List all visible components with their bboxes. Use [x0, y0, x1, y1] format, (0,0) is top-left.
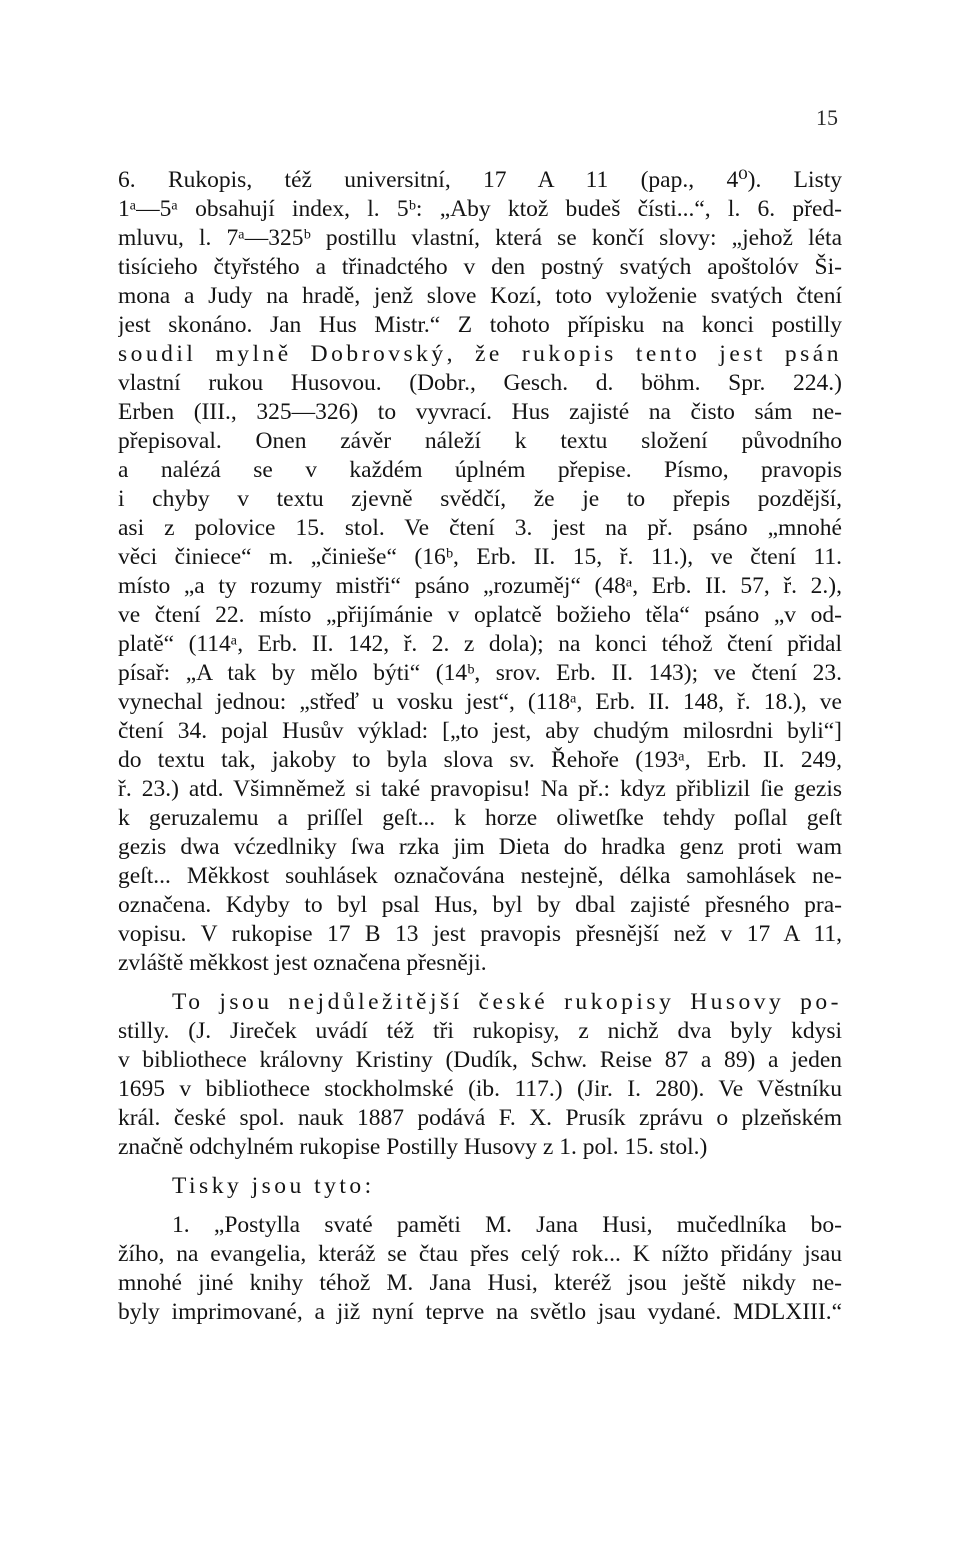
text-line: asi z polovice 15. stol. Ve čtení 3. jest na př. psáno „mnohé	[118, 515, 842, 541]
text-line: i chyby v textu zjevně svědčí, že je to přepis pozdější,	[118, 486, 842, 512]
text-line: ve čtení 22. místo „přijímánie v oplatcě božieho těla“ psáno „v od-	[118, 602, 842, 628]
section-heading: Tisky jsou tyto:	[172, 1173, 375, 1199]
text-line: platě“ (114ᵃ, Erb. II. 142, ř. 2. z dola); na konci téhož čtení přidal	[118, 631, 842, 657]
text-line: čtení 34. pojal Husův výklad: [„to jest, aby chudým milosrdni byli“]	[118, 718, 842, 744]
text-line: mluvu, l. 7ᵃ—325ᵇ postillu vlastní, která se končí slovy: „jehož léta	[118, 225, 842, 251]
text-line: gezis dwa vćzedlniky ſwa rzka jim Dieta do hradka genz proti wam	[118, 834, 842, 860]
text-line: značně odchylném rukopise Postilly Husovy z 1. pol. 15. stol.)	[118, 1134, 708, 1160]
page-number: 15	[816, 105, 838, 130]
text-line: věci činiece“ m. „činieše“ (16ᵇ, Erb. II. 15, ř. 11.), ve čtení 11.	[118, 544, 842, 570]
text-line: přepisoval. Onen závěr náleží k textu složení původního	[118, 428, 842, 454]
text-line: do textu tak, jakoby to byla slova sv. Řehoře (193ᵃ, Erb. II. 249,	[118, 747, 842, 773]
text-line: stilly. (J. Jireček uvádí též tři rukopisy, z nichž dva byly kdysi	[118, 1018, 842, 1044]
text-line: žího, na evangelia, kteráž se čtau přes celý rok... K nížto přidány jsau	[118, 1241, 842, 1267]
text-line: 6. Rukopis, též universitní, 17 A 11 (pap., 4⁰). Listy	[118, 167, 842, 193]
text-line: k geruzalemu a priſſel geſt... k horze oliwetſke tehdy poſlal geſt	[118, 805, 842, 831]
text-line: jest skonáno. Jan Hus Mistr.“ Z tohoto přípisku na konci postilly	[118, 312, 842, 338]
text-line: soudil mylně Dobrovský, že rukopis tento jest psán	[118, 341, 842, 367]
text-line: místo „a ty rozumy mistři“ psáno „rozuměj“ (48ᵃ, Erb. II. 57, ř. 2.),	[118, 573, 842, 599]
text-line: 1695 v bibliothece stockholmské (ib. 117.) (Jir. I. 280). Ve Věstníku	[118, 1076, 842, 1102]
text-line: vopisu. V rukopise 17 B 13 jest pravopis přesnější než v 17 A 11,	[118, 921, 842, 947]
text-line: vlastní rukou Husovou. (Dobr., Gesch. d. böhm. Spr. 224.)	[118, 370, 842, 396]
text-line: Erben (III., 325—326) to vyvrací. Hus zajisté na čisto sám ne-	[118, 399, 842, 425]
text-line: tisícieho čtyřstého a třinadctého v den postný svatých apoštolóv Ši-	[118, 254, 842, 280]
list-item-first-line: 1. „Postylla svaté paměti M. Jana Husi, mučedlníka bo-	[172, 1212, 842, 1238]
text-line: písař: „A tak by mělo býti“ (14ᵇ, srov. Erb. II. 143); ve čtení 23.	[118, 660, 842, 686]
text-line: označena. Kdyby to byl psal Hus, byl by dbal zajisté přesného pra-	[118, 892, 842, 918]
text-line: mona a Judy na hradě, jenž slove Kozí, toto vyloženie svatých čtení	[118, 283, 842, 309]
text-line: zvláště měkkost jest označena přesněji.	[118, 950, 487, 976]
text-line: král. české spol. nauk 1887 podává F. X. Prusík zprávu o plzeňském	[118, 1105, 842, 1131]
text-line: a nalézá se v každém úplném přepise. Písmo, pravopis	[118, 457, 842, 483]
text-line: ř. 23.) atd. Všimněmež si také pravopisu! Na př.: kdyz přiblizil ſie gezis	[118, 776, 842, 802]
text-line: v bibliothece královny Kristiny (Dudík, Schw. Reise 87 a 89) a jeden	[118, 1047, 842, 1073]
text-line: mnohé jiné knihy téhož M. Jana Husi, kteréž jsou ještě nikdy ne-	[118, 1270, 842, 1296]
text-line: geſt... Měkkost souhlásek označována nestejně, délka samohlásek ne-	[118, 863, 842, 889]
text-line: byly imprimované, a již nyní teprve na světlo jsau vydané. MDLXIII.“	[118, 1299, 842, 1325]
text-line: vynechal jednou: „střeď u vosku jest“, (118ᵃ, Erb. II. 148, ř. 18.), ve	[118, 689, 842, 715]
text-line: 1ᵃ—5ᵃ obsahují index, l. 5ᵇ: „Aby ktož budeš čísti...“, l. 6. před-	[118, 196, 842, 222]
paragraph-first-line: To jsou nejdůležitější české rukopisy Husovy po-	[172, 989, 842, 1015]
